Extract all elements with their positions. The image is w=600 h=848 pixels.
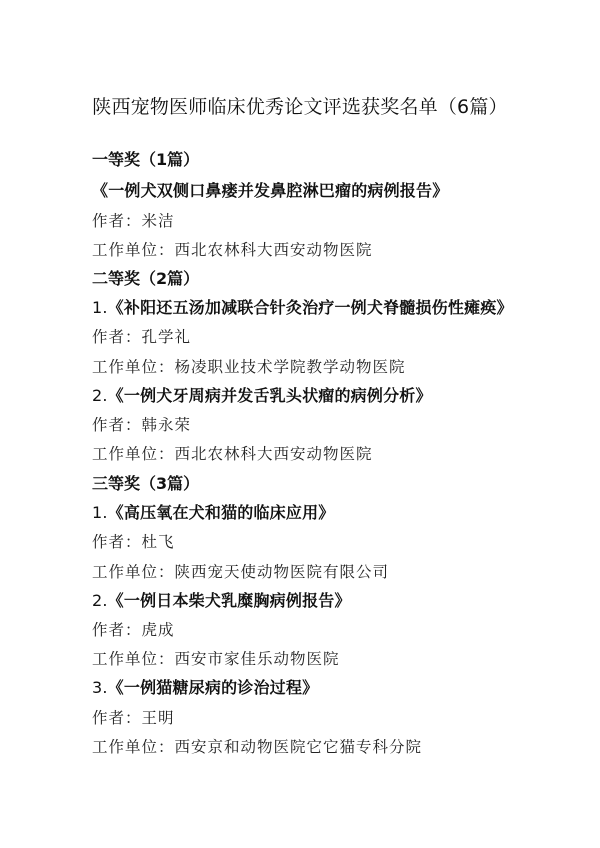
second-prize-paper-1 bbox=[92, 298, 513, 318]
third-prize-paper-1 bbox=[92, 503, 334, 523]
third-prize-paper-2-number: 2. bbox=[92, 591, 108, 610]
third-prize-paper-2-author: 作者：虎成 bbox=[92, 621, 175, 639]
second-prize-heading: 二等奖（2篇） bbox=[92, 269, 200, 288]
second-prize-paper-2-number: 2. bbox=[92, 386, 108, 405]
third-prize-paper-3-author: 作者：王明 bbox=[92, 709, 175, 727]
first-prize-heading: 一等奖（1篇） bbox=[92, 150, 200, 169]
third-prize-paper-2-title: 《一例日本柴犬乳糜胸病例报告》 bbox=[107, 591, 351, 610]
third-prize-heading: 三等奖（3篇） bbox=[92, 474, 200, 493]
third-prize-paper-3-title: 《一例猫糖尿病的诊治过程》 bbox=[107, 678, 319, 697]
third-prize-paper-2 bbox=[92, 591, 351, 611]
document-title: 陕西宠物医师临床优秀论文评选获奖名单（6篇） bbox=[92, 96, 508, 118]
third-prize-paper-1-unit: 工作单位：陕西宠天使动物医院有限公司 bbox=[92, 563, 390, 581]
second-prize-paper-2-title: 《一例犬牙周病并发舌乳头状瘤的病例分析》 bbox=[107, 386, 432, 405]
third-prize-paper-1-number: 1. bbox=[92, 503, 108, 522]
second-prize-paper-2 bbox=[92, 386, 432, 406]
third-prize-paper-3-unit: 工作单位：西安京和动物医院它它猫专科分院 bbox=[92, 738, 423, 756]
second-prize-paper-1-unit: 工作单位：杨凌职业技术学院教学动物医院 bbox=[92, 358, 406, 376]
first-prize-paper-1-unit: 工作单位：西北农林科大西安动物医院 bbox=[92, 241, 373, 259]
first-prize-paper-1-title: 《一例犬双侧口鼻瘘并发鼻腔淋巴瘤的病例报告》 bbox=[92, 181, 449, 200]
first-prize-paper-1-author: 作者：米洁 bbox=[92, 212, 175, 230]
third-prize-paper-3-number: 3. bbox=[92, 678, 108, 697]
second-prize-paper-1-author: 作者：孔学礼 bbox=[92, 328, 192, 346]
second-prize-paper-1-title: 《补阳还五汤加减联合针灸治疗一例犬脊髓损伤性瘫痪》 bbox=[107, 298, 513, 317]
second-prize-paper-2-unit: 工作单位：西北农林科大西安动物医院 bbox=[92, 445, 373, 463]
third-prize-paper-3 bbox=[92, 678, 318, 698]
second-prize-paper-1-number: 1. bbox=[92, 298, 108, 317]
second-prize-paper-2-author: 作者：韩永荣 bbox=[92, 416, 192, 434]
third-prize-paper-2-unit: 工作单位：西安市家佳乐动物医院 bbox=[92, 650, 340, 668]
third-prize-paper-1-title: 《高压氧在犬和猫的临床应用》 bbox=[107, 503, 335, 522]
third-prize-paper-1-author: 作者：杜飞 bbox=[92, 533, 175, 551]
